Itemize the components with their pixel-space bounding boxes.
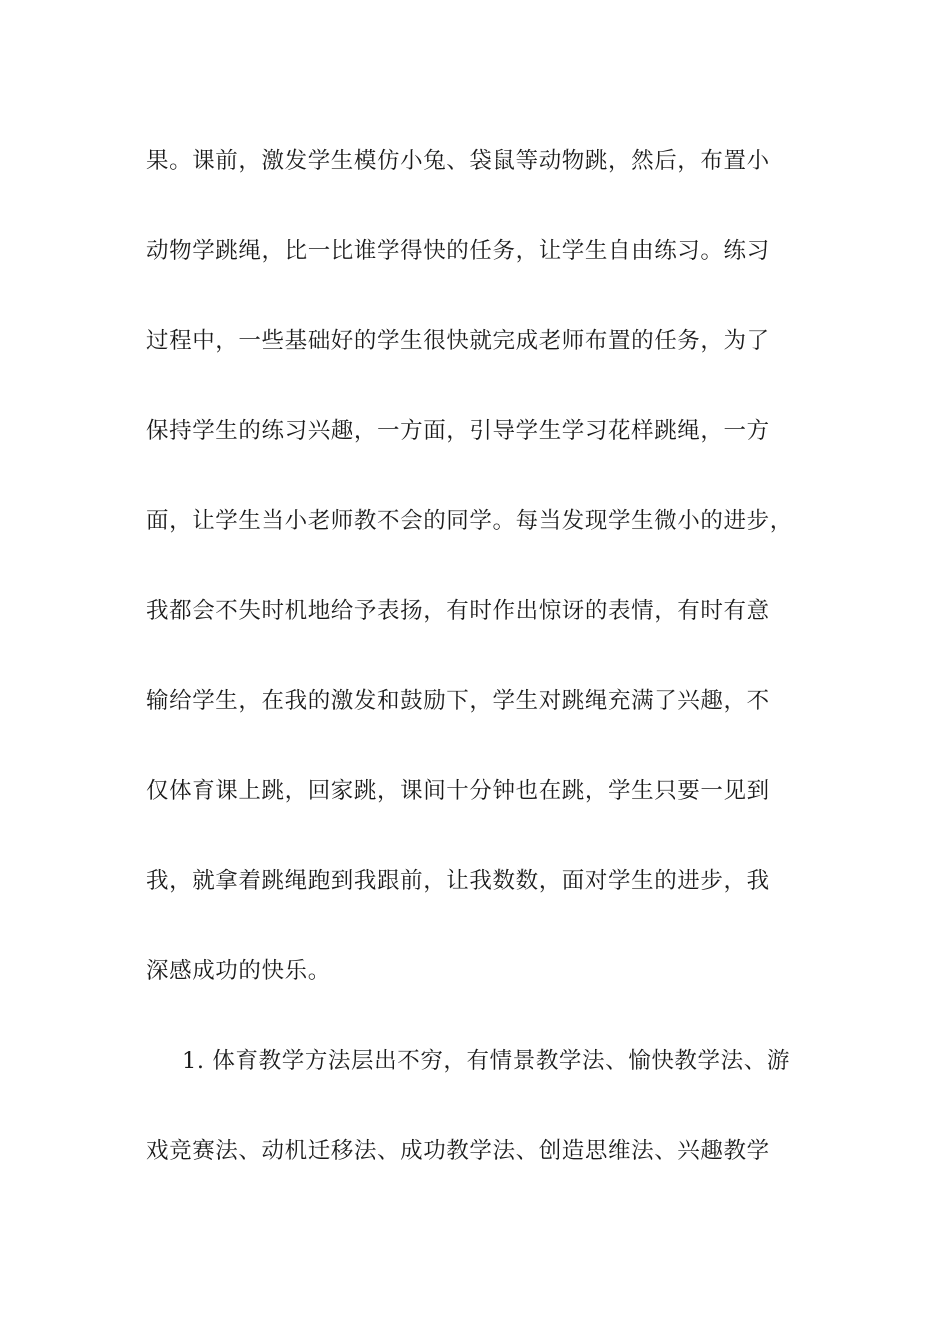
text-line: 我，就拿着跳绳跑到我跟前，让我数数，面对学生的进步，我 <box>146 868 770 894</box>
text-line: 果。课前，激发学生模仿小兔、袋鼠等动物跳，然后，布置小 <box>146 148 770 174</box>
text-line: 面，让学生当小老师教不会的同学。每当发现学生微小的进步， <box>146 508 793 534</box>
text-line: 深感成功的快乐。 <box>146 958 331 984</box>
text-line: 输给学生，在我的激发和鼓励下，学生对跳绳充满了兴趣，不 <box>146 688 770 714</box>
text-line: 过程中，一些基础好的学生很快就完成老师布置的任务，为了 <box>146 328 770 354</box>
text-line: 动物学跳绳，比一比谁学得快的任务，让学生自由练习。练习 <box>146 238 770 264</box>
text-line: 仅体育课上跳，回家跳，课间十分钟也在跳，学生只要一见到 <box>146 778 770 804</box>
text-line: 我都会不失时机地给予表扬，有时作出惊讶的表情，有时有意 <box>146 598 770 624</box>
text-line: 戏竞赛法、动机迁移法、成功教学法、创造思维法、兴趣教学 <box>146 1138 770 1164</box>
document-body <box>146 141 806 1221</box>
text-line: 保持学生的练习兴趣，一方面，引导学生学习花样跳绳，一方 <box>146 418 770 444</box>
numbered-paragraph-start: 1. 体育教学方法层出不穷，有情景教学法、愉快教学法、游 <box>182 1048 790 1074</box>
